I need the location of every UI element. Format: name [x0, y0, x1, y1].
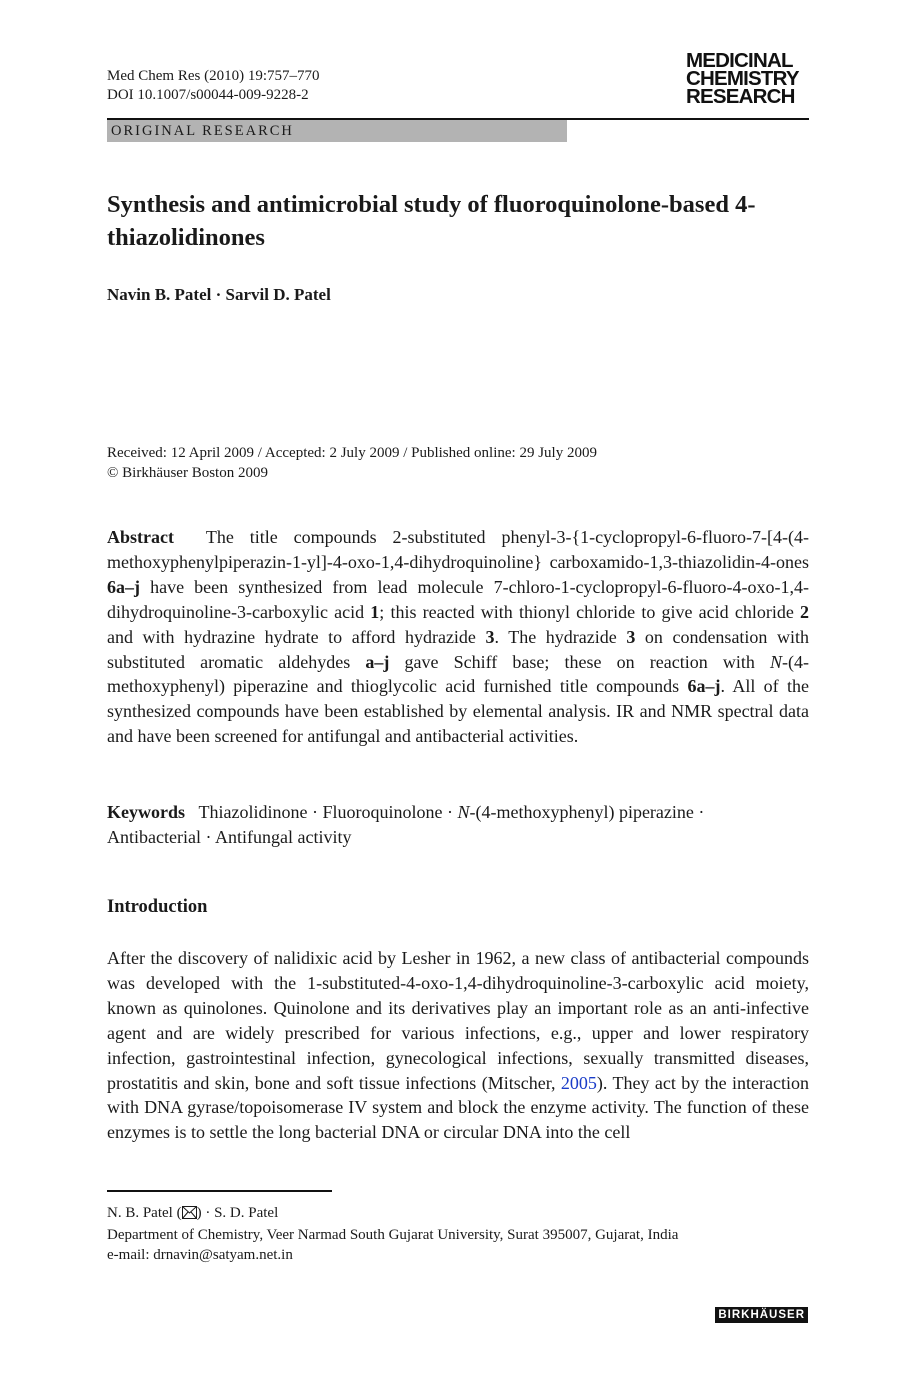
italic-symbol: N — [770, 651, 783, 672]
author-footnote — [107, 1203, 678, 1265]
keywords — [107, 800, 809, 850]
footnote-author: S. D. Patel — [214, 1205, 279, 1221]
keyword: -(4-methoxyphenyl) piperazine — [469, 802, 694, 822]
author-name: Navin B. Patel — [107, 285, 212, 304]
author-list — [107, 285, 331, 305]
journal-citation — [107, 67, 319, 105]
footnote-affiliation: Department of Chemistry, Veer Narmad South Gujarat University, Surat 395007, Gujarat, India — [107, 1227, 679, 1243]
footnote-author: N. B. Patel ( — [107, 1205, 182, 1221]
abstract-text: on condensation with substituted aromatic aldehydes — [107, 626, 809, 672]
abstract-text: . All of the synthesized compounds have been established by elemental analysis. IR and NMR spectral data and have been screened for antifungal and antibacterial activities. — [107, 676, 810, 747]
doi-line: DOI 10.1007/s00044-009-9228-2 — [107, 87, 309, 103]
logo-line-1: MEDICINAL — [686, 49, 793, 72]
keyword: Thiazolidinone — [198, 802, 308, 822]
section-heading-introduction: Introduction — [107, 897, 208, 917]
keyword-separator: · — [698, 802, 705, 822]
footnote-email: e-mail: drnavin@satyam.net.in — [107, 1247, 293, 1263]
logo-line-3: RESEARCH — [686, 85, 795, 108]
journal-logo — [686, 49, 808, 108]
abstract-label: Abstract — [107, 527, 174, 547]
keyword: Antibacterial — [107, 826, 201, 847]
copyright-line: © Birkhäuser Boston 2009 — [107, 465, 268, 481]
compound-ref: 3 — [626, 626, 636, 647]
introduction-paragraph — [107, 946, 809, 1145]
logo-line-2: CHEMISTRY — [686, 67, 799, 90]
citation-link[interactable]: 2005 — [560, 1072, 597, 1093]
keyword-separator: · — [205, 826, 212, 847]
intro-text: ). They act by the interaction with DNA gyrase/topoisomerase IV system and block the enzyme activity. The function of these enzymes is to settle the long bacterial DNA or circular DNA into the cell — [107, 1072, 809, 1143]
abstract — [107, 525, 809, 749]
abstract-text: ; this reacted with thionyl chloride to give acid chloride — [379, 601, 801, 622]
citation-line: Med Chem Res (2010) 19:757–770 — [107, 68, 320, 84]
keywords-label: Keywords — [107, 802, 185, 822]
footnote-paren: ) — [196, 1205, 202, 1221]
author-name: Sarvil D. Patel — [225, 285, 331, 304]
compound-ref: 1 — [370, 601, 380, 622]
keyword: Fluoroquinolone — [322, 802, 443, 822]
compound-ref: 6a–j — [687, 676, 721, 697]
history-line: Received: 12 April 2009 / Accepted: 2 July 2009 / Published online: 29 July 2009 — [107, 445, 597, 461]
article-title: Synthesis and antimicrobial study of fluoroquinolone-based 4-thiazolidinones — [107, 191, 756, 251]
keyword-separator: · — [446, 802, 453, 822]
publication-dates — [107, 443, 597, 483]
envelope-icon — [182, 1205, 197, 1225]
compound-ref: 2 — [800, 601, 810, 622]
keyword: Antifungal activity — [214, 826, 352, 847]
abstract-text: -(4-methoxyphenyl) piperazine and thioglycolic acid furnished title compounds — [107, 651, 809, 697]
abstract-text: have been synthesized from lead molecule 7-chloro-1-cyclopropyl-6-fluoro-4-oxo-1,4-dihydroquinoline-3-carboxylic acid — [107, 576, 809, 622]
intro-text: After the discovery of nalidixic acid by Lesher in 1962, a new class of antibacterial compounds was developed with the 1-substituted-4-oxo-1,4-dihydroquinoline-3-carboxylic acid moiety, known as quinolones. Quinolone and its derivatives play an important role as an anti-infective agent and are widely prescribed for various infections, e.g., upper and lower respiratory infection, gastrointestinal infection, gynecological infections, sexually transmitted diseases, prostatitis and skin, bone and soft tissue infections (Mitscher, — [107, 948, 809, 1093]
compound-ref: 6a–j — [107, 576, 140, 597]
abstract-text: . The hydrazide — [494, 626, 627, 647]
section-label: ORIGINAL RESEARCH — [111, 123, 294, 139]
abstract-text: gave Schiff base; these on reaction with — [389, 651, 770, 672]
abstract-text: The title compounds 2-substituted phenyl-3-{1-cyclopropyl-6-fluoro-7-[4-(4-methoxyphenylpiperazin-1-yl]-4-oxo-1,4-dihydroquinoline} carboxamido-1,3-thiazolidin-4-ones — [107, 527, 810, 572]
keyword-italic: N — [457, 802, 470, 822]
abstract-text: and with hydrazine hydrate to afford hydrazide — [107, 626, 486, 647]
footnote-authors — [107, 1203, 678, 1225]
compound-ref: 3 — [485, 626, 495, 647]
compound-ref: a–j — [365, 651, 390, 672]
footnote-rule — [107, 1190, 332, 1192]
publisher-logo: BIRKHÄUSER — [715, 1307, 808, 1323]
author-separator: · — [215, 285, 222, 304]
keyword-separator: · — [311, 802, 318, 822]
footnote-separator: · — [205, 1205, 211, 1221]
